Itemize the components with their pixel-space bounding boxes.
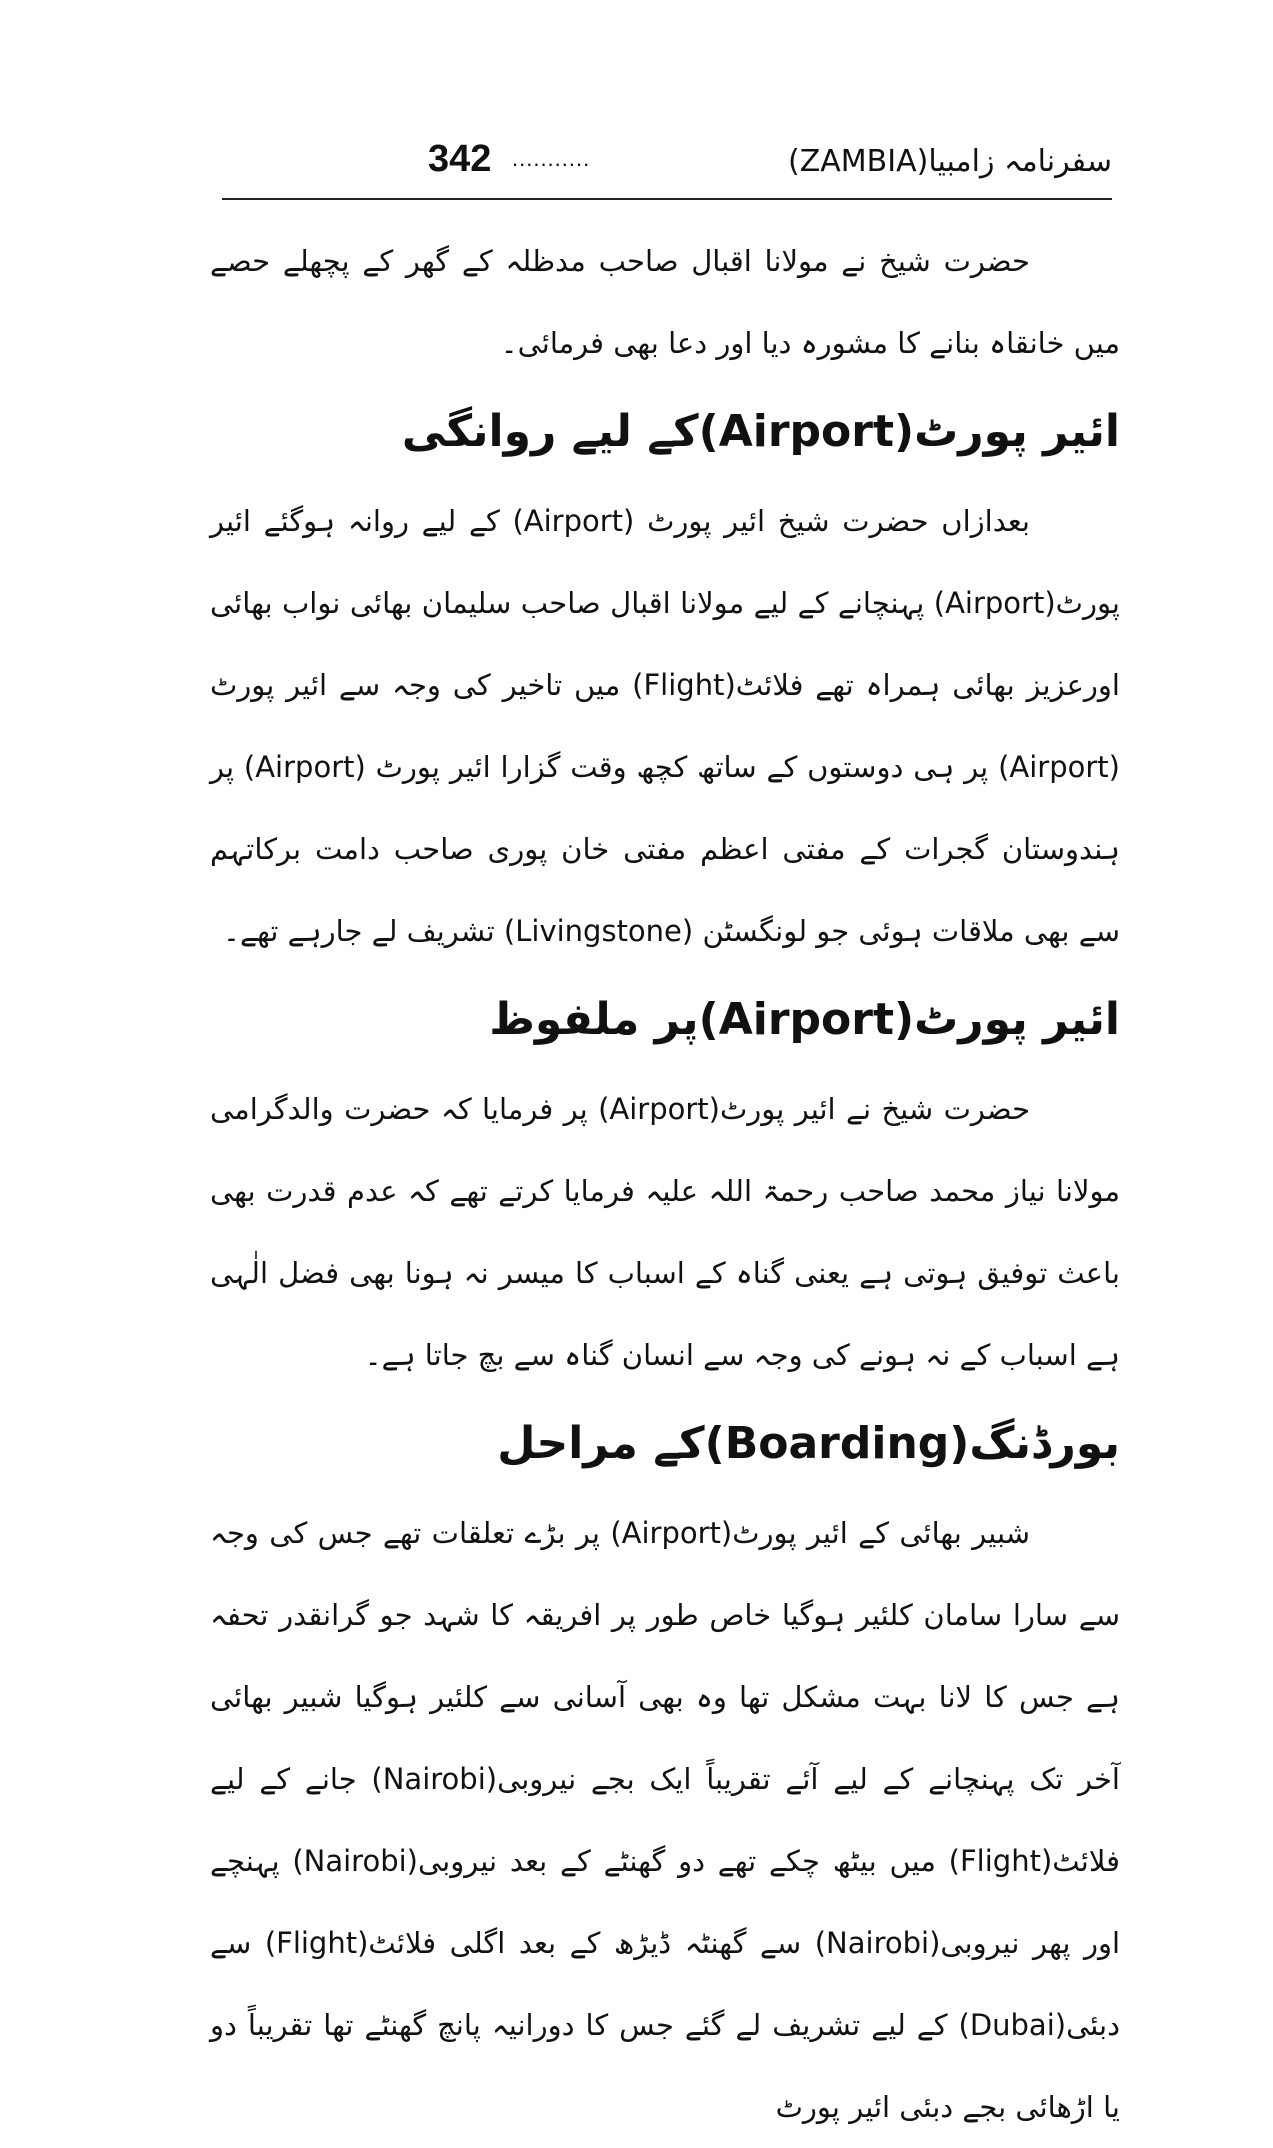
- heading-airport-discourse: ائیر پورٹ(Airport)پر ملفوظ: [489, 994, 1120, 1045]
- page-body: [210, 220, 1121, 2124]
- heading-boarding-stages: بورڈنگ(Boarding)کے مراحل: [497, 1418, 1120, 1469]
- page-number: 342: [428, 138, 492, 180]
- paragraph-boarding: شبیر بھائی کے ائیر پورٹ(Airport) پر بڑے تعلقات تھے جس کی وجہ سے سارا سامان کلئیر ہوگیا خاص طور پر افریقہ کا شہد جو گرانقدر تحفہ ہے جس کا لانا بہت مشکل تھا وہ بھی آسانی سے کلئیر ہوگیا شبیر بھائی آخر تک پہنچانے کے لیے آئے تقریباً ایک بجے نیروبی(Nairobi) جانے کے لیے فلائٹ(Flight) میں بیٹھ چکے تھے دو گھنٹے کے بعد نیروبی(Nairobi) پہنچے اور پھر نیروبی(Nairobi) سے گھنٹہ ڈیڑھ کے بعد اگلی فلائٹ(Flight) سے دبئی(Dubai) کے لیے تشریف لے گئے جس کا دورانیہ پانچ گھنٹے تھا تقریباً دو یا اڑھائی بجے دبئی ائیر پورٹ: [210, 1516, 1121, 2124]
- paragraph-airport-departure: بعدازاں حضرت شیخ ائیر پورٹ (Airport) کے لیے روانہ ہوگئے ائیر پورٹ(Airport) پہنچانے کے لیے مولانا اقبال صاحب سلیمان بھائی نواب بھائی اورعزیز بھائی ہمراہ تھے فلائٹ(Flight) میں تاخیر کی وجہ سے ائیر پورٹ (Airport) پر ہی دوستوں کے ساتھ کچھ وقت گزارا ائیر پورٹ (Airport) پر ہندوستان گجرات کے مفتی اعظم مفتی خان پوری صاحب دامت برکاتہم سے بھی ملاقات ہوئی جو لونگسٹن (Livingstone) تشریف لے جارہے تھے۔: [210, 504, 1120, 948]
- paragraph-airport-discourse: حضرت شیخ نے ائیر پورٹ(Airport) پر فرمایا کہ حضرت والدگرامی مولانا نیاز محمد صاحب رحمۃ اللہ علیہ فرمایا کرتے تھے کہ عدم قدرت بھی باعث توفیق ہوتی ہے یعنی گناہ کے اسباب کا میسر نہ ہونا بھی فضل الٰہی ہے اسباب کے نہ ہونے کی وجہ سے انسان گناہ سے بچ جاتا ہے۔: [210, 1092, 1120, 1372]
- heading-departure-airport: ائیر پورٹ(Airport)کے لیے روانگی: [401, 406, 1120, 457]
- header-rule: [222, 198, 1112, 200]
- book-title: سفرنامہ زامبیا(ZAMBIA): [787, 144, 1112, 179]
- paragraph-khanqah: حضرت شیخ نے مولانا اقبال صاحب مدظلہ کے گھر کے پچھلے حصے میں خانقاہ بنانے کا مشورہ دیا اور دعا بھی فرمائی۔: [210, 244, 1120, 360]
- header-leader-dots: ...........: [512, 146, 591, 171]
- running-header: [222, 138, 1112, 198]
